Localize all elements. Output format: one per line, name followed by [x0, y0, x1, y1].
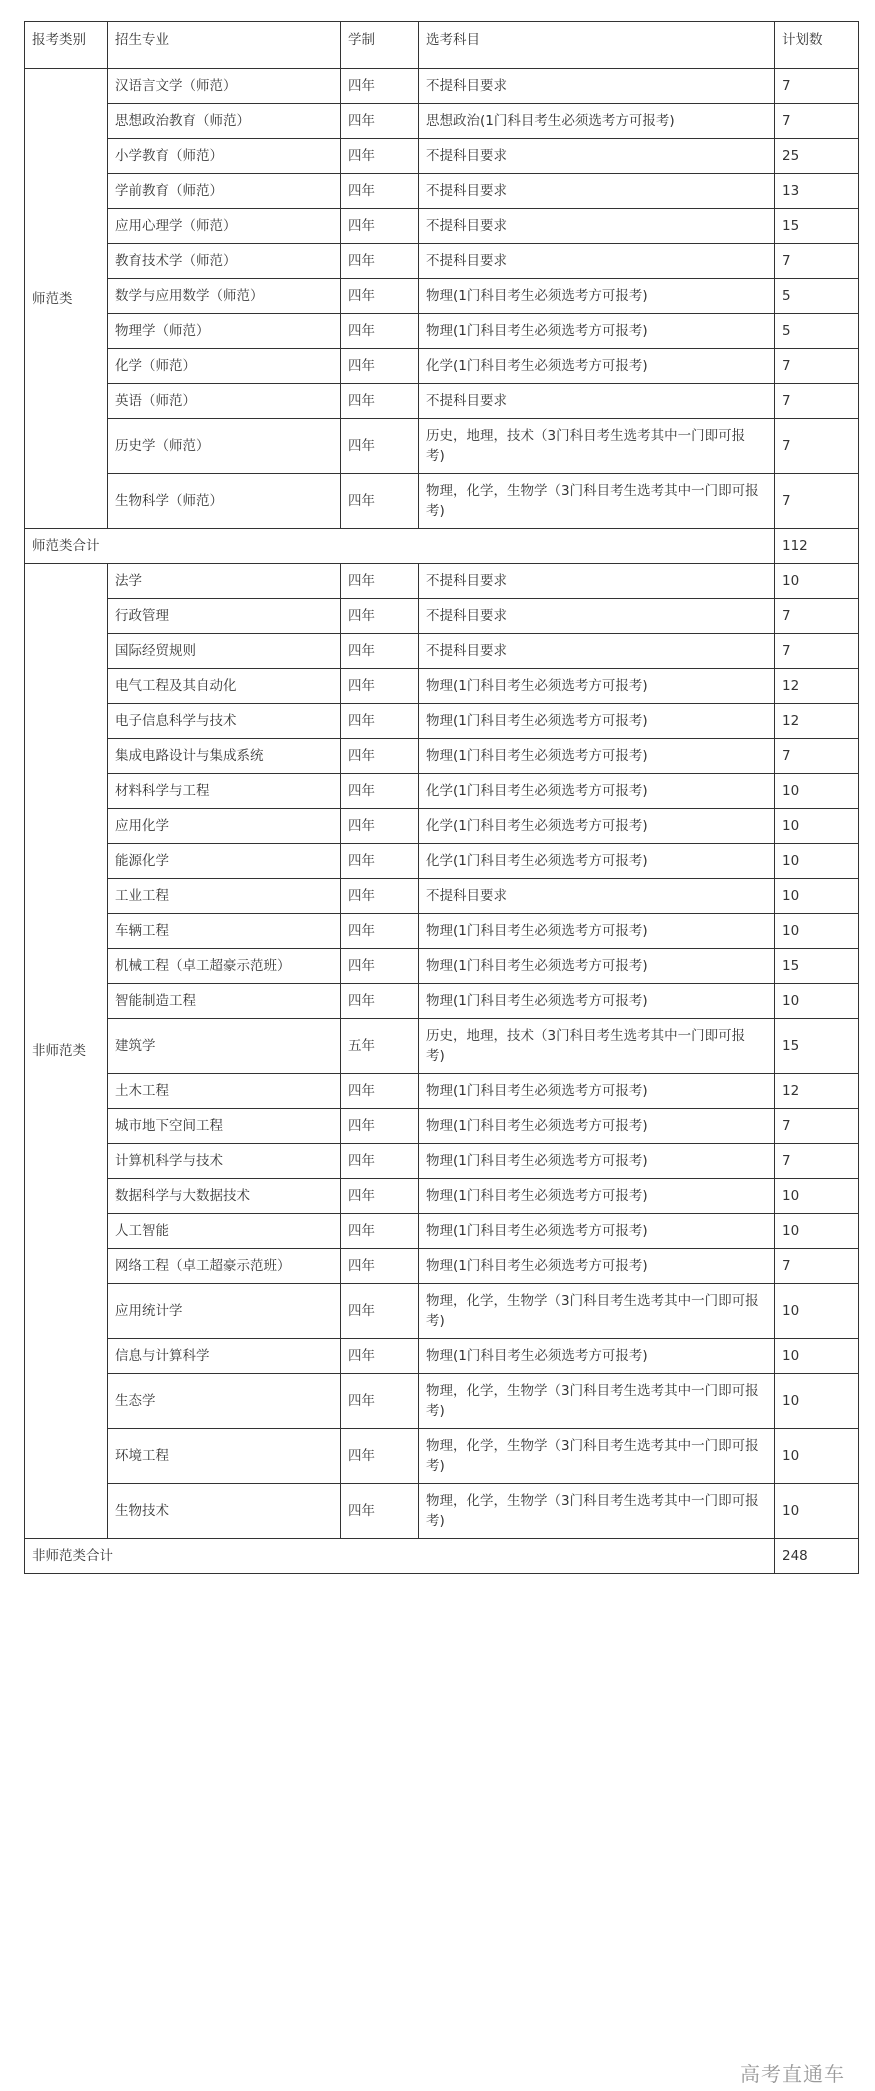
table-row — [25, 634, 859, 669]
subjects-cell: 物理(1门科目考生必须选考方可报考) — [419, 1074, 775, 1109]
major-cell: 汉语言文学（师范） — [108, 69, 341, 104]
table-row — [25, 1214, 859, 1249]
duration-cell: 四年 — [341, 774, 419, 809]
header-duration: 学制 — [341, 22, 419, 69]
plan-cell: 7 — [775, 244, 859, 279]
major-cell: 网络工程（卓工超豪示范班） — [108, 1249, 341, 1284]
table-row — [25, 844, 859, 879]
plan-cell: 10 — [775, 914, 859, 949]
table-row — [25, 139, 859, 174]
table-row — [25, 349, 859, 384]
duration-cell: 四年 — [341, 1374, 419, 1429]
table-row — [25, 704, 859, 739]
major-cell: 教育技术学（师范） — [108, 244, 341, 279]
plan-cell: 5 — [775, 279, 859, 314]
duration-cell: 四年 — [341, 244, 419, 279]
subjects-cell: 物理(1门科目考生必须选考方可报考) — [419, 1144, 775, 1179]
subjects-cell: 化学(1门科目考生必须选考方可报考) — [419, 809, 775, 844]
plan-cell: 7 — [775, 599, 859, 634]
table-row — [25, 104, 859, 139]
subjects-cell: 物理(1门科目考生必须选考方可报考) — [419, 949, 775, 984]
duration-cell: 四年 — [341, 984, 419, 1019]
major-cell: 物理学（师范） — [108, 314, 341, 349]
subjects-cell: 物理(1门科目考生必须选考方可报考) — [419, 1249, 775, 1284]
subjects-cell: 化学(1门科目考生必须选考方可报考) — [419, 349, 775, 384]
table-row — [25, 564, 859, 599]
total-row — [25, 529, 859, 564]
subjects-cell: 物理(1门科目考生必须选考方可报考) — [419, 669, 775, 704]
duration-cell: 四年 — [341, 1144, 419, 1179]
category-cell: 师范类 — [25, 69, 108, 529]
subjects-cell: 物理(1门科目考生必须选考方可报考) — [419, 704, 775, 739]
plan-cell: 7 — [775, 634, 859, 669]
plan-cell: 7 — [775, 474, 859, 529]
duration-cell: 四年 — [341, 704, 419, 739]
major-cell: 智能制造工程 — [108, 984, 341, 1019]
plan-cell: 10 — [775, 1179, 859, 1214]
subjects-cell: 物理(1门科目考生必须选考方可报考) — [419, 914, 775, 949]
plan-cell: 10 — [775, 1339, 859, 1374]
plan-cell: 12 — [775, 669, 859, 704]
duration-cell: 四年 — [341, 1484, 419, 1539]
plan-cell: 7 — [775, 1109, 859, 1144]
table-row — [25, 739, 859, 774]
subjects-cell: 不提科目要求 — [419, 209, 775, 244]
header-subjects: 选考科目 — [419, 22, 775, 69]
plan-cell: 10 — [775, 1484, 859, 1539]
major-cell: 电气工程及其自动化 — [108, 669, 341, 704]
subjects-cell: 不提科目要求 — [419, 564, 775, 599]
table-row — [25, 1484, 859, 1539]
subjects-cell: 化学(1门科目考生必须选考方可报考) — [419, 844, 775, 879]
plan-cell: 7 — [775, 349, 859, 384]
plan-cell: 7 — [775, 739, 859, 774]
plan-cell: 15 — [775, 209, 859, 244]
major-cell: 环境工程 — [108, 1429, 341, 1484]
table-row — [25, 69, 859, 104]
table-row — [25, 1249, 859, 1284]
plan-cell: 7 — [775, 419, 859, 474]
major-cell: 生物技术 — [108, 1484, 341, 1539]
major-cell: 历史学（师范） — [108, 419, 341, 474]
major-cell: 机械工程（卓工超豪示范班） — [108, 949, 341, 984]
major-cell: 生物科学（师范） — [108, 474, 341, 529]
plan-cell: 15 — [775, 949, 859, 984]
plan-cell: 10 — [775, 984, 859, 1019]
subjects-cell: 物理(1门科目考生必须选考方可报考) — [419, 279, 775, 314]
plan-cell: 10 — [775, 879, 859, 914]
duration-cell: 四年 — [341, 349, 419, 384]
duration-cell: 四年 — [341, 104, 419, 139]
header-row — [25, 22, 859, 69]
duration-cell: 四年 — [341, 669, 419, 704]
subjects-cell: 不提科目要求 — [419, 174, 775, 209]
duration-cell: 五年 — [341, 1019, 419, 1074]
plan-cell: 7 — [775, 1249, 859, 1284]
major-cell: 土木工程 — [108, 1074, 341, 1109]
plan-cell: 13 — [775, 174, 859, 209]
subjects-cell: 物理(1门科目考生必须选考方可报考) — [419, 1179, 775, 1214]
subjects-cell: 化学(1门科目考生必须选考方可报考) — [419, 774, 775, 809]
subjects-cell: 历史，地理，技术（3门科目考生选考其中一门即可报考) — [419, 1019, 775, 1074]
subjects-cell: 不提科目要求 — [419, 879, 775, 914]
total-label: 非师范类合计 — [25, 1539, 775, 1574]
duration-cell: 四年 — [341, 279, 419, 314]
subjects-cell: 物理，化学，生物学（3门科目考生选考其中一门即可报考) — [419, 474, 775, 529]
duration-cell: 四年 — [341, 1074, 419, 1109]
subjects-cell: 思想政治(1门科目考生必须选考方可报考) — [419, 104, 775, 139]
plan-cell: 12 — [775, 1074, 859, 1109]
duration-cell: 四年 — [341, 844, 419, 879]
major-cell: 工业工程 — [108, 879, 341, 914]
subjects-cell: 不提科目要求 — [419, 69, 775, 104]
total-value: 248 — [775, 1539, 859, 1574]
duration-cell: 四年 — [341, 1284, 419, 1339]
plan-cell: 10 — [775, 774, 859, 809]
subjects-cell: 不提科目要求 — [419, 384, 775, 419]
plan-cell: 10 — [775, 1429, 859, 1484]
category-cell: 非师范类 — [25, 564, 108, 1539]
major-cell: 数学与应用数学（师范） — [108, 279, 341, 314]
subjects-cell: 物理(1门科目考生必须选考方可报考) — [419, 314, 775, 349]
subjects-cell: 不提科目要求 — [419, 244, 775, 279]
major-cell: 建筑学 — [108, 1019, 341, 1074]
major-cell: 能源化学 — [108, 844, 341, 879]
total-row — [25, 1539, 859, 1574]
duration-cell: 四年 — [341, 599, 419, 634]
plan-cell: 10 — [775, 1214, 859, 1249]
table-row — [25, 474, 859, 529]
duration-cell: 四年 — [341, 474, 419, 529]
duration-cell: 四年 — [341, 634, 419, 669]
duration-cell: 四年 — [341, 314, 419, 349]
major-cell: 小学教育（师范） — [108, 139, 341, 174]
duration-cell: 四年 — [341, 174, 419, 209]
plan-cell: 10 — [775, 1284, 859, 1339]
table-row — [25, 984, 859, 1019]
duration-cell: 四年 — [341, 1214, 419, 1249]
subjects-cell: 物理，化学，生物学（3门科目考生选考其中一门即可报考) — [419, 1429, 775, 1484]
table-row — [25, 1019, 859, 1074]
plan-cell: 10 — [775, 809, 859, 844]
table-row — [25, 1374, 859, 1429]
major-cell: 电子信息科学与技术 — [108, 704, 341, 739]
plan-cell: 10 — [775, 564, 859, 599]
header-major: 招生专业 — [108, 22, 341, 69]
subjects-cell: 不提科目要求 — [419, 139, 775, 174]
duration-cell: 四年 — [341, 914, 419, 949]
major-cell: 车辆工程 — [108, 914, 341, 949]
total-label: 师范类合计 — [25, 529, 775, 564]
plan-cell: 7 — [775, 69, 859, 104]
duration-cell: 四年 — [341, 809, 419, 844]
watermark-text: 高考直通车 — [740, 2062, 845, 2086]
subjects-cell: 物理，化学，生物学（3门科目考生选考其中一门即可报考) — [419, 1484, 775, 1539]
table-row — [25, 209, 859, 244]
subjects-cell: 物理(1门科目考生必须选考方可报考) — [419, 739, 775, 774]
table-row — [25, 774, 859, 809]
table-row — [25, 384, 859, 419]
duration-cell: 四年 — [341, 949, 419, 984]
subjects-cell: 历史，地理，技术（3门科目考生选考其中一门即可报考) — [419, 419, 775, 474]
table-row — [25, 1284, 859, 1339]
duration-cell: 四年 — [341, 879, 419, 914]
table-row — [25, 879, 859, 914]
duration-cell: 四年 — [341, 1249, 419, 1284]
plan-cell: 15 — [775, 1019, 859, 1074]
plan-cell: 5 — [775, 314, 859, 349]
plan-cell: 10 — [775, 844, 859, 879]
plan-cell: 7 — [775, 1144, 859, 1179]
major-cell: 应用化学 — [108, 809, 341, 844]
major-cell: 材料科学与工程 — [108, 774, 341, 809]
duration-cell: 四年 — [341, 1109, 419, 1144]
table-row — [25, 1339, 859, 1374]
table-row — [25, 279, 859, 314]
duration-cell: 四年 — [341, 564, 419, 599]
major-cell: 应用统计学 — [108, 1284, 341, 1339]
table-row — [25, 914, 859, 949]
duration-cell: 四年 — [341, 69, 419, 104]
table-row — [25, 599, 859, 634]
subjects-cell: 物理(1门科目考生必须选考方可报考) — [419, 1339, 775, 1374]
major-cell: 计算机科学与技术 — [108, 1144, 341, 1179]
major-cell: 集成电路设计与集成系统 — [108, 739, 341, 774]
table-row — [25, 314, 859, 349]
duration-cell: 四年 — [341, 739, 419, 774]
table-row — [25, 1074, 859, 1109]
table-row — [25, 244, 859, 279]
major-cell: 生态学 — [108, 1374, 341, 1429]
major-cell: 化学（师范） — [108, 349, 341, 384]
subjects-cell: 物理，化学，生物学（3门科目考生选考其中一门即可报考) — [419, 1284, 775, 1339]
enrollment-plan-table — [24, 21, 859, 1574]
major-cell: 数据科学与大数据技术 — [108, 1179, 341, 1214]
duration-cell: 四年 — [341, 209, 419, 244]
major-cell: 行政管理 — [108, 599, 341, 634]
duration-cell: 四年 — [341, 1179, 419, 1214]
table-row — [25, 1429, 859, 1484]
major-cell: 国际经贸规则 — [108, 634, 341, 669]
table-row — [25, 809, 859, 844]
plan-cell: 7 — [775, 384, 859, 419]
duration-cell: 四年 — [341, 139, 419, 174]
major-cell: 人工智能 — [108, 1214, 341, 1249]
header-plan: 计划数 — [775, 22, 859, 69]
table-row — [25, 669, 859, 704]
table-row — [25, 419, 859, 474]
subjects-cell: 不提科目要求 — [419, 634, 775, 669]
major-cell: 法学 — [108, 564, 341, 599]
plan-cell: 12 — [775, 704, 859, 739]
table-row — [25, 1144, 859, 1179]
duration-cell: 四年 — [341, 1339, 419, 1374]
major-cell: 应用心理学（师范） — [108, 209, 341, 244]
table-row — [25, 174, 859, 209]
subjects-cell: 物理(1门科目考生必须选考方可报考) — [419, 1214, 775, 1249]
duration-cell: 四年 — [341, 1429, 419, 1484]
subjects-cell: 物理(1门科目考生必须选考方可报考) — [419, 984, 775, 1019]
table-row — [25, 949, 859, 984]
major-cell: 信息与计算科学 — [108, 1339, 341, 1374]
table-row — [25, 1109, 859, 1144]
major-cell: 思想政治教育（师范） — [108, 104, 341, 139]
header-category: 报考类别 — [25, 22, 108, 69]
major-cell: 城市地下空间工程 — [108, 1109, 341, 1144]
subjects-cell: 不提科目要求 — [419, 599, 775, 634]
plan-cell: 25 — [775, 139, 859, 174]
duration-cell: 四年 — [341, 384, 419, 419]
table-body — [25, 22, 859, 1574]
plan-cell: 7 — [775, 104, 859, 139]
major-cell: 英语（师范） — [108, 384, 341, 419]
total-value: 112 — [775, 529, 859, 564]
subjects-cell: 物理(1门科目考生必须选考方可报考) — [419, 1109, 775, 1144]
plan-cell: 10 — [775, 1374, 859, 1429]
subjects-cell: 物理，化学，生物学（3门科目考生选考其中一门即可报考) — [419, 1374, 775, 1429]
duration-cell: 四年 — [341, 419, 419, 474]
table-row — [25, 1179, 859, 1214]
major-cell: 学前教育（师范） — [108, 174, 341, 209]
